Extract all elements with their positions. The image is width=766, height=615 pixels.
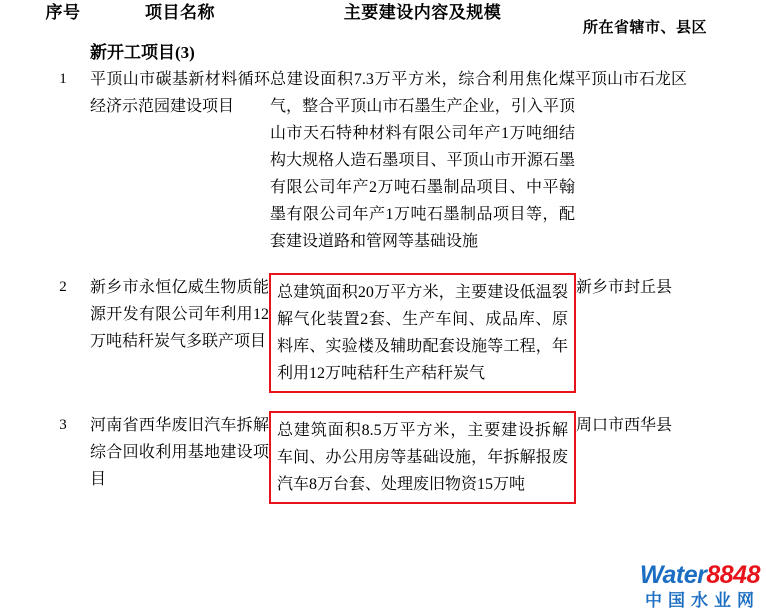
row-location: 平顶山市石龙区 [575,71,688,88]
project-table [36,0,736,504]
row-description: 总建设面积7.3万平方米，综合利用焦化煤气，整合平顶山市石墨生产企业，引入平顶山市天石特种材料有限公司年产1万吨细结构大规格人造石墨项目、平顶山市开源石墨有限公司年产2万吨石墨制品项目、中平翰墨有限公司年产1万吨石墨制品项目等，配套建设道路和管网等基础设施 [270,71,575,250]
row-number: 2 [59,279,67,295]
column-header-no: 序号 [45,3,81,22]
table-header [36,0,736,40]
table-row [36,66,736,255]
watermark-brand [640,563,760,588]
row-project-name: 平顶山市碳基新材料循环经济示范园建设项目 [90,71,270,115]
column-header-location: 所在省辖市、县区 [583,20,708,36]
row-description-highlighted: 总建筑面积8.5万平方米，主要建设拆解车间、办公用房等基础设施，年拆解报废汽车8万台套、处理废旧物资15万吨 [270,412,575,503]
watermark [640,563,760,609]
section-label: 新开工项目(3) [90,43,195,62]
table-body [36,40,736,503]
row-number: 3 [59,417,67,433]
column-header-desc: 主要建设内容及规模 [343,3,502,22]
table-header-row [36,0,736,40]
table-row [36,274,736,392]
watermark-subtitle: 中国水业网 [645,591,760,610]
column-header-name: 项目名称 [145,3,215,22]
row-project-name: 河南省西华废旧汽车拆解综合回收利用基地建设项目 [90,417,269,488]
row-project-name: 新乡市永恒亿威生物质能源开发有限公司年利用12万吨秸秆炭气多联产项目 [90,279,269,350]
table-row [36,412,736,503]
row-spacer [36,392,736,412]
section-row-no [36,40,90,66]
row-location: 新乡市封丘县 [576,279,673,296]
watermark-brand-number: 8848 [706,561,760,589]
row-spacer [36,255,736,274]
row-description-highlighted: 总建筑面积20万平方米，主要建设低温裂解气化装置2套、生产车间、成品库、原料库、实验楼及辅助配套设施等工程，年利用12万吨秸秆生产秸秆炭气 [270,274,575,392]
row-number: 1 [59,71,67,87]
watermark-brand-rest: ater [662,561,707,589]
section-row [36,40,736,66]
row-location: 周口市西华县 [576,417,673,434]
watermark-brand-w: W [639,561,663,589]
